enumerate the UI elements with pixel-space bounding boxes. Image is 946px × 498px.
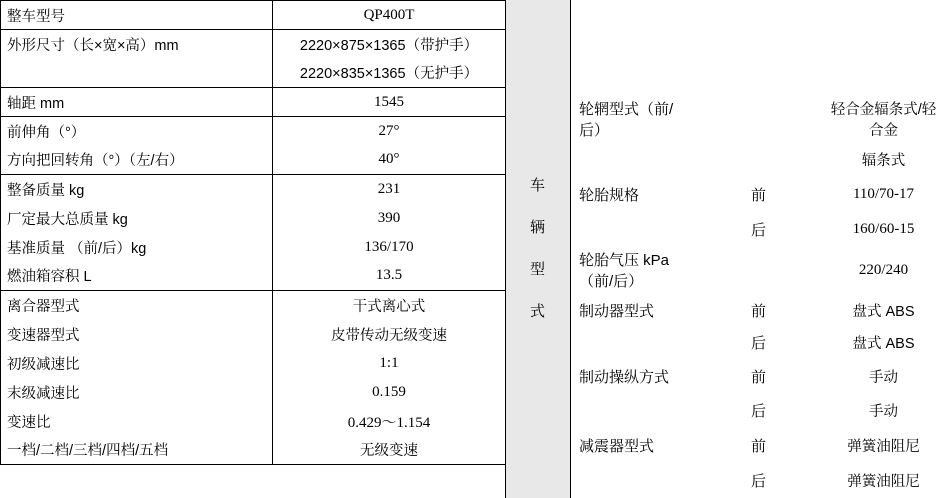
table-row (1, 436, 506, 465)
band-char: 型 (529, 261, 546, 278)
spec-label: 方向把回转角（°）（左/右） (1, 146, 273, 175)
spec-label: 初级减速比 (1, 349, 273, 378)
category-band-vehicle-type (505, 0, 571, 498)
spec-value: QP400T (273, 1, 506, 30)
table-row (571, 360, 946, 394)
table-row (571, 294, 946, 326)
spec-label (571, 326, 696, 360)
spec-value: 220/240 (858, 261, 909, 278)
spec-label: 整车型号 (1, 1, 273, 30)
spec-value: 40° (273, 146, 506, 175)
spec-label: 轮胎规格 (579, 187, 640, 205)
table-row (1, 349, 506, 378)
spec-sublabel: 前 (750, 438, 766, 456)
table-row (571, 428, 946, 464)
table-row (1, 59, 506, 88)
spec-value: 0.159 (273, 378, 506, 407)
table-row (571, 95, 946, 143)
table-row (571, 394, 946, 428)
spec-label: 制动操纵方式 (579, 369, 670, 387)
table-row (1, 1, 506, 30)
spec-value: 弹簧油阻尼 (847, 474, 920, 491)
spec-label: 基准质量 （前/后）kg (1, 233, 273, 262)
spec-value: 27° (273, 117, 506, 146)
spec-label (1, 59, 273, 88)
spec-value: 无级变速 (273, 436, 506, 465)
spec-value: 110/70-17 (852, 186, 915, 203)
table-row (571, 29, 946, 61)
table-row (1, 117, 506, 146)
spec-label: 轮辋型式（前/后） (579, 100, 674, 139)
spec-sublabel: 后 (750, 473, 766, 491)
spec-sublabel: 前 (750, 369, 766, 387)
table-row (571, 464, 946, 498)
table-row (571, 213, 946, 247)
spec-value: 13.5 (273, 262, 506, 291)
spec-value: 231 (273, 175, 506, 204)
spec-value: 轻合金辐条式/轻合金 (830, 101, 937, 139)
vehicle-spec-table-left (0, 0, 506, 465)
table-row (1, 291, 506, 320)
spec-sublabel: 后 (750, 403, 766, 421)
spec-sublabel (696, 247, 821, 295)
spec-label (571, 394, 696, 428)
spec-sublabel: 前 (750, 187, 766, 205)
spec-label: 变速比 (1, 407, 273, 436)
spec-label: 制动器型式 (579, 302, 655, 320)
spec-value: 160/60-15 (852, 221, 915, 238)
spec-value: 皮带传动无级变速 (273, 320, 506, 349)
spec-label: 减震器型式 (579, 438, 655, 456)
table-row (1, 320, 506, 349)
spec-label (571, 464, 696, 498)
table-row (1, 204, 506, 233)
table-row (571, 177, 946, 213)
spec-sublabel: 前 (750, 302, 766, 320)
spec-label: 离合器型式 (1, 291, 273, 320)
table-row (1, 378, 506, 407)
spec-label: 轴距 mm (1, 88, 273, 117)
table-row (1, 233, 506, 262)
spec-sublabel (696, 95, 821, 143)
table-row (571, 61, 946, 95)
spec-value: 弹簧油阻尼 (847, 439, 920, 456)
spec-value: 盘式 ABS (852, 303, 915, 320)
spec-label: 轮胎气压 kPa（前/后） (579, 252, 670, 291)
table-row (1, 30, 506, 59)
spec-label: 整备质量 kg (1, 175, 273, 204)
spec-value: 手动 (869, 404, 898, 421)
spec-label: 厂定最大总质量 kg (1, 204, 273, 233)
spec-value: 0.429～1.154 (273, 407, 506, 436)
spec-label: 前伸角（°） (1, 117, 273, 146)
spec-label: 燃油箱容积 L (1, 262, 273, 291)
spec-value: 盘式 ABS (852, 336, 915, 353)
spec-value: 2220×875×1365（带护手） (273, 30, 506, 59)
spec-label: 变速器型式 (1, 320, 273, 349)
spec-value: 干式离心式 (273, 291, 506, 320)
spec-value: 1545 (273, 88, 506, 117)
band-char: 车 (529, 177, 546, 194)
table-row (571, 247, 946, 295)
spec-value: 390 (273, 204, 506, 233)
table-row (571, 143, 946, 177)
spec-sublabel (696, 143, 821, 177)
spec-value: 2220×835×1365（无护手） (273, 59, 506, 88)
spec-value: 辐条式 (861, 153, 906, 170)
spec-sublabel: 后 (750, 222, 766, 240)
band-char: 辆 (529, 219, 546, 236)
spec-label (571, 143, 696, 177)
table-row (1, 407, 506, 436)
vehicle-spec-table-right (571, 0, 946, 498)
table-row (571, 326, 946, 360)
spec-label: 末级减速比 (1, 378, 273, 407)
table-row (1, 88, 506, 117)
spec-value: 手动 (869, 370, 898, 387)
spec-value: 136/170 (273, 233, 506, 262)
band-char: 式 (529, 303, 546, 320)
table-row (1, 175, 506, 204)
spec-value: 1:1 (273, 349, 506, 378)
spec-label (571, 213, 696, 247)
table-row (1, 146, 506, 175)
table-row (571, 0, 946, 29)
spec-label: 外形尺寸（长×宽×高）mm (1, 30, 273, 59)
table-row (1, 262, 506, 291)
spec-label: 一档/二档/三档/四档/五档 (1, 436, 273, 465)
spec-sublabel: 后 (750, 335, 766, 353)
